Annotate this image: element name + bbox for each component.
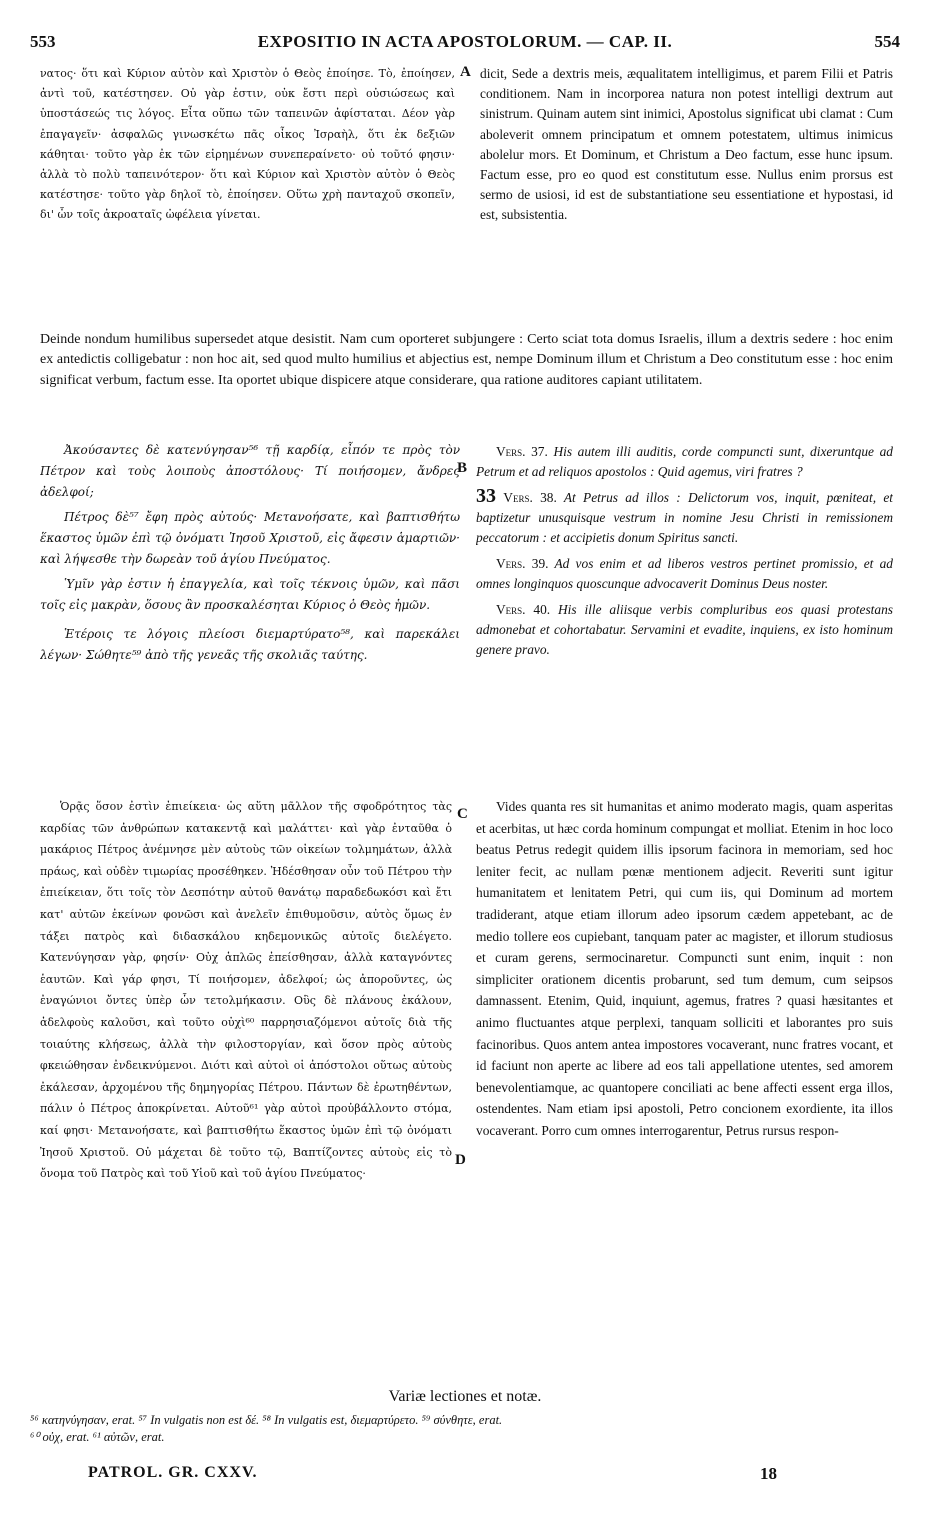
verse-label-37: Vers. 37. [496,444,548,459]
latin-verse-38-text: At Petrus ad illos : Delictorum vos, inquit, pœniteat, et baptizetur unusquisque vestrum in nomine Jesu Christi in remissionem peccatorum : et accipietis donum Spiritus sancti. [476,490,893,545]
greek-commentary-bottom: Ὁρᾷς ὅσον ἐστὶν ἐπιείκεια· ὡς αὕτη μᾶλλον τῆς σφοδρότητος τὰς καρδίας τῶν ἀνθρώπων κατακεντᾷ καὶ μαλάττει· καὶ γὰρ ἐνταῦθα ὁ μακάριος Πέτρος ἀνέμνησε μὲν αὐτοὺς τῶν οἰκείων τολμημάτων, ἀλλὰ πράως, καὶ οὐδὲν τιμωρίας προσέθηκεν. Ἠδέσθησαν οὖν τοῦ Πέτρου τὴν ἐπιείκειαν, ὅτι τοῖς τὸν Δεσπότην αὐτοῦ θανάτῳ παραδεδωκόσι καὶ ἔτι κατ' αὐτῶν ἐκείνων φονῶσι καὶ ἀνελεῖν ἐπιθυμοῦσιν, αὐτὸς ὅμως ἐν τάξει πατρὸς καὶ διδασκάλου κηδεμονικῶς αὐτοῖς διελέγετο. Κατενύγησαν γὰρ, φησίν· Οὐχ ἁπλῶς ἐπείσθησαν, ἀλλὰ καταγνόντες ἑαυτῶν. Καὶ γάρ φησι, Τί ποιήσομεν, ἀδελφοί; ὡς ἀπορoῦντες, ὡς ἐναγώνιοι ὄντες ὑπὲρ ὧν τετολμήκασιν. Οὓς δὲ πλάνους ἐκάλουν, ἀδελφοὺς καλοῦσι, καὶ τοῦτο οὐχὶ⁶⁰ παρρησιαζόμενοι αὐτοῖς διὰ τῆς τοιαύτης κλήσεως, ἀλλὰ τὴν φιλοστοργίαν, καὶ ὅσον πρὸς αὐτοὺς φκειώθησαν ἐνδεικνύμενοι. Διότι καὶ αὐτοὶ οἱ ἀπόστολοι οὕτως αὐτοὺς ἐκάλεσαν, ἀρχομένου τῆς δημηγορίας Πέτρου. Πάντων δὲ ἐρωτηθέντων, πάλιν ὁ Πέτρος ἀποκρίνεται. Αὐτοῦ⁶¹ γὰρ αὐτοὶ προὐβάλλοντο στόμα, καί φησι· Μετανοήσατε, καὶ βαπτισθήτω ἕκαστος ὑμῶν ἐπὶ τῷ ὀνόματι Ἰησοῦ Χριστοῦ. Οὐ μάχεται δὲ τοῦτο τῷ, Βαπτίζοντες αὐτοὺς εἰς τὸ ὄνομα τοῦ Πατρὸς καὶ τοῦ Υἱοῦ καὶ τοῦ ἁγίου Πνεύματος· [40,800,452,1181]
footer-signature: 18 [760,1464,777,1483]
latin-verse-37-text: His autem illi auditis, corde compuncti sunt, dixeruntque ad Petrum et ad reliquos apostolos : Quid agemus, viri fratres ? [476,444,893,479]
column-number: 33 [476,485,496,507]
greek-verse-39: Ὑμῖν γὰρ ἐστιν ἡ ἐπαγγελία, καὶ τοῖς τέκνοις ὑμῶν, καὶ πᾶσι τοῖς εἰς μακρὰν, ὅσους ἂν προσκαλέσηται Κύριος ὁ Θεὸς ἡμῶν. [40,577,460,612]
page-number-right: 554 [874,32,900,51]
notes-line-1: ⁵⁶ κατηνύγησαν, erat. ⁵⁷ In vulgatis non est δέ. ⁵⁸ In vulgatis est, διεμαρτύρετο. ⁵⁹ σύνθητε, erat. [30,1413,503,1427]
variant-notes [30,1412,900,1446]
verse-label-38: Vers. 38. [503,490,557,505]
margin-marker-b: B [457,460,468,476]
latin-fullwidth-paragraph: Deinde nondum humilibus supersedet atque desistit. Nam cum oporteret subjungere : Certo sciat tota domus Israelis, illum a dextris sedere : hoc enim ex antedictis colligebatur : non hoc ait, sed quod multo humilius et abjectius est, nempe Dominum illum et Christum a Deo constitutum esse : hoc enim significat verbum, factum esse. Ita oportet ubique dispicere atque considerare, qua ratione auditores capiant utilitatem. [40,332,893,388]
verse-label-40: Vers. 40. [496,602,551,617]
page-number-left: 553 [30,32,56,51]
greek-commentary-top: νατος· ὅτι καὶ Κύριον αὐτὸν καὶ Χριστὸν ὁ Θεὸς ἐποίησε. Τὸ, ἐποίησεν, ἀντὶ τοῦ, κατέστησεν. Οὐ γὰρ ἐστιν, οὐκ ἔστι περὶ οὐσιώσεως καὶ ὑποστάσεώς τις λόγος. Εἶτα οὕπω τῶν ταπεινῶν ἀφίσταται. Δέον γὰρ ἐπαγαγεῖν· ἀσφαλῶς γινωσκέτω πᾶς οἶκος Ἰσραὴλ, ὅτι ἐκ δεξιῶν κάθηται· τοῦτο γὰρ ἐκ τῶν εἰρημένων συνεπεραίνετο· οὐ τοῦτό φησιν· ἀλλὰ τὸ πολὺ ταπεινότερον· ὅτι καὶ Κύριον καὶ Χριστὸν αὐτὸν ὁ Θεὸς κατέστησε· τοῦτο γὰρ δηλοῖ τὸ, ἐποίησεν. Οὕτω χρὴ πανταχοῦ σκοπεῖν, δι' ὧν τοῖς ἀκροαταῖς ὠφέλεια γίνεται. [40,67,455,222]
latin-verse-39-text: Ad vos enim et ad liberos vestros pertinet promissio, et ad omnes longinquos quoscunque advocaverit Dominus Deus noster. [476,556,893,591]
latin-verse-39 [476,554,893,594]
latin-verse-40-text: His ille aliisque verbis compluribus eos quasi protestans admonebat et cohortabatur. Servamini et evadite, inquiens, ex isto hominum genere pravo. [476,602,893,657]
latin-verse-40 [476,600,893,660]
greek-verse-37: Ἀκούσαντες δὲ κατενύγησαν⁵⁶ τῇ καρδίᾳ, εἶπόν τε πρὸς τὸν Πέτρον καὶ τοὺς λοιποὺς ἀποστόλους· Τί ποιήσομεν, ἄνδρες ἀδελφοί; [40,443,460,499]
margin-marker-d: D [455,1152,466,1168]
margin-marker-c: C [457,806,468,822]
latin-verse-37 [476,442,893,482]
running-header [30,32,900,56]
latin-verses [476,442,893,787]
margin-marker-a: A [460,64,471,80]
footer-volume: PATROL. GR. CXXV. [88,1464,258,1481]
notes-line-2: ⁶⁰ οὐχ, erat. ⁶¹ αὐτῶν, erat. [30,1430,165,1444]
verse-label-39: Vers. 39. [496,556,549,571]
latin-commentary-top: dicit, Sede a dextris meis, æqualitatem intelligimus, et parem Filii et Patris conditionem. Nam in incorporea natura non potest intelligi dextrum aut sinistrum. Quinam autem sint inimici, Apostolus significat ubi clamat : Cum aboleverit omnem principatum et omnem potestatem, ultimus inimicus abolelur mors. Et Dominum, et Christum a Deo factum, esse hunc ipsum. Factum esse, pro eo quod est constitutum esse. Nullus enim prorsus est sermo de usiosi, id est de substantiatione seu essentiatione et hypostasi, id est, subsistentia. [480,66,893,223]
latin-commentary-bottom: Vides quanta res sit humanitas et animo moderato magis, quam asperitas et acerbitas, ut hæc corda hominum compungat et molliat. Etenim in hoc loco beatus Petrus redegit quidem illis ipsorum facinora in memoriam, sed hoc leniter fecit, ac nullam pœnæ mentionem adjecit. Reveriti sunt igitur humanitatem et lenitatem Petri, qui cum iis, qui Dominum ad mortem tradiderant, atque etiam illorum adeo ipsorum cædem appetebant, ac de medio tollere eos cupiebant, tanquam pater ac magister, et illorum studiosus et curam gerens, sermocinaretur. Compuncti sunt enim, inquit : non simpliciter orationem dicentis probarunt, sed tum demum, cum seipsos damnassent. Etenim, Quid, inquiunt, agemus, fratres ? quasi hæsitantes et animo fluctuantes atque perplexi, tanquam solliciti et laborantes pro suis facinoribus. Quos antem antea impostores vocaverant, nunc fratres vocant, et id faciunt non aperte ac libere ad eos tali appellatione utentes, sed amorem benevolentiamque, ac quantopere conciliati ac bene affecti essent erga illos, ostendentes. Nam etiam ipsi apostoli, Petro concionem exordiente, ita illos vocaverant. Porro cum omnes interrogarentur, Petrus rursus respon- [476,799,893,1138]
greek-verse-40: Ἑτέροις τε λόγοις πλείοσι διεμαρτύρατο⁵⁸, καὶ παρεκάλει λέγων· Σώθητε⁵⁹ ἀπὸ τῆς γενεᾶς τῆς σκολιᾶς ταύτης. [40,627,460,662]
latin-verse-38 [476,486,893,548]
greek-verse-38: Πέτρος δὲ⁵⁷ ἔφη πρὸς αὐτούς· Μετανοήσατε, καὶ βαπτισθήτω ἕκαστος ὑμῶν ἐπὶ τῷ ὀνόματι Ἰησοῦ Χριστοῦ, εἰς ἄφεσιν ἁμαρτιῶν· καὶ λήψεσθε τὴν δωρεὰν τοῦ ἁγίου Πνεύματος. [40,510,460,566]
greek-verses [40,440,460,770]
running-title: EXPOSITIO IN ACTA APOSTOLORUM. — CAP. II. [257,32,673,51]
notes-title: Variæ lectiones et notæ. [388,1388,542,1405]
